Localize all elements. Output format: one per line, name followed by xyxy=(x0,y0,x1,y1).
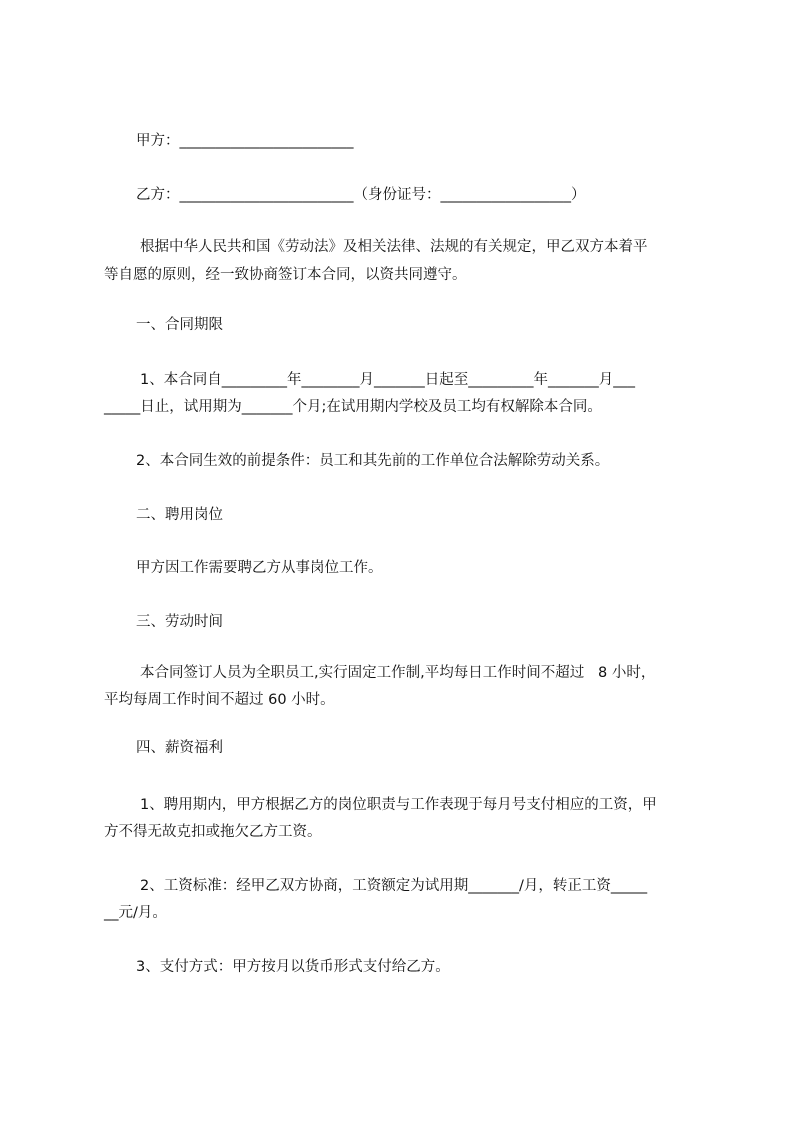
section3-title: 三、劳动时间 xyxy=(136,614,223,630)
section4-item2-line-1: 2、工资标准：经甲乙双方协商，工资额定为试用期_______/月，转正工资_____ xyxy=(140,878,648,894)
section1-title: 一、合同期限 xyxy=(136,317,223,333)
section4-item1-line-2: 方不得无故克扣或拖欠乙方工资。 xyxy=(104,824,322,840)
section1-item2: 2、本合同生效的前提条件：员工和其先前的工作单位合法解除劳动关系。 xyxy=(136,453,610,469)
section4-item1-line-1: 1、聘用期内，甲方根据乙方的岗位职责与工作表现于每月号支付相应的工资，甲 xyxy=(140,797,657,813)
section2-body: 甲方因工作需要聘乙方从事岗位工作。 xyxy=(136,560,383,576)
section3-body-line-1: 本合同签订人员为全职员工,实行固定工作制,平均每日工作时间不超过 8 小时， xyxy=(140,665,656,681)
section2-title: 二、聘用岗位 xyxy=(136,507,223,523)
preamble-line-2: 等自愿的原则，经一致协商签订本合同，以资共同遵守。 xyxy=(104,267,467,283)
party-a-line: 甲方：________________________ xyxy=(136,133,354,149)
preamble-line-1: 根据中华人民共和国《劳动法》及相关法律、法规的有关规定，甲乙双方本着平 xyxy=(140,239,648,255)
section4-item3: 3、支付方式：甲方按月以货币形式支付给乙方。 xyxy=(136,959,450,975)
section3-body-line-2: 平均每周工作时间不超过 60 小时。 xyxy=(104,692,335,708)
section4-item2-line-2: __元/月。 xyxy=(104,905,167,921)
section4-title: 四、薪资福利 xyxy=(136,740,223,756)
section1-item1-line-2: _____日止，试用期为_______个月;在试用期内学校及员工均有权解除本合同。 xyxy=(104,399,602,415)
section1-item1-line-1: 1、本合同自_________年________月_______日起至_________年_______月___ xyxy=(140,372,635,388)
party-b-line: 乙方：________________________（身份证号：__________________） xyxy=(136,187,586,203)
